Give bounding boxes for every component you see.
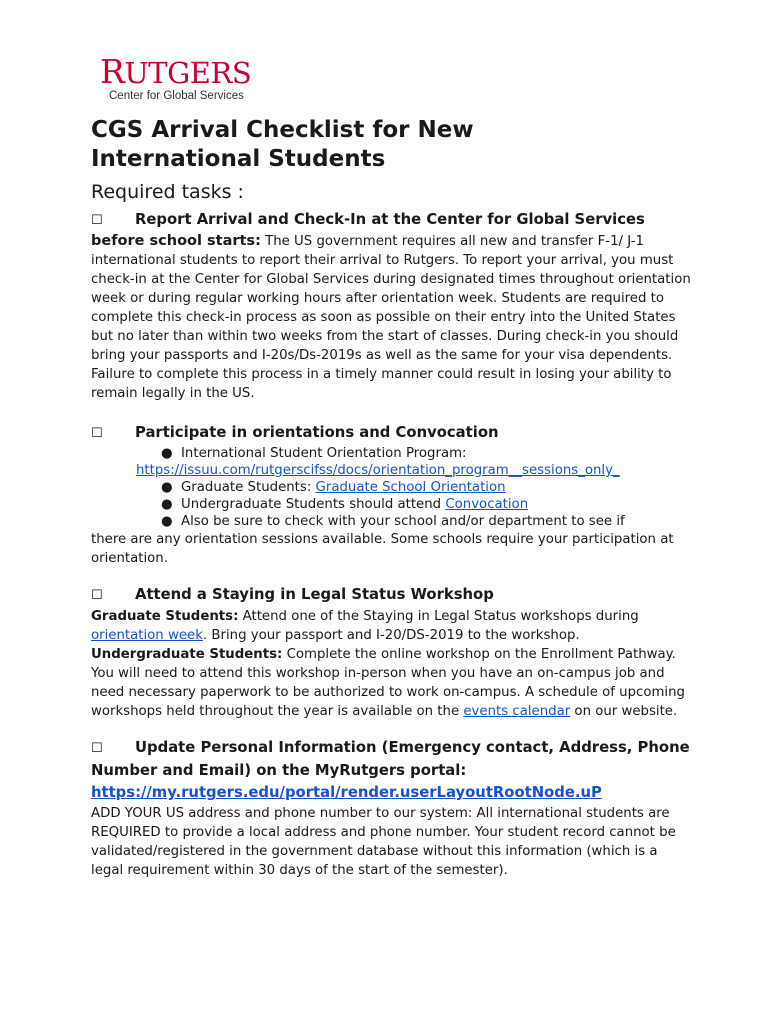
section-report-arrival-body: before school starts: The US government requires all new and transfer F-1/ J-1 international students to report their arrival to Rutgers. To report your arrival, you must check-in at the Center for Global Services during designated times throughout orientation week or during regular working hours after orientation week. Students are required to complete this check-in process as soon as possible on their entry into the United States but no later than within two weeks from the start of classes. During check-in you should bring your passports and I-20s/Ds-2019s as well as the same for your visa dependents. Failure to complete this process in a timely manner could result in losing your ability to remain legally in the US.	[91, 233, 691, 401]
bullet-icon: ●	[161, 497, 173, 512]
graduate-students-text: Graduate Students: Attend one of the Staying in Legal Status workshops during orientation week. Bring your passport and I-20/DS-2019 to the workshop.	[91, 609, 639, 643]
myrutgers-portal-link[interactable]: https://my.rutgers.edu/portal/render.userLayoutRootNode.uP	[91, 784, 602, 801]
list-item-continuation	[91, 462, 691, 479]
section-legal-status-title: ☐ Attend a Staying in Legal Status Workshop	[91, 584, 691, 607]
section-orientation-title: ☐ Participate in orientations and Convocation	[91, 422, 691, 445]
logo-subtitle: Center for Global Services	[109, 90, 244, 102]
page-title: CGS Arrival Checklist for New International Students	[91, 117, 474, 172]
orientation-program-link[interactable]: https://issuu.com/rutgerscifss/docs/orientation_program__sessions_only_	[136, 463, 620, 478]
main-content	[91, 116, 691, 880]
checkbox-icon[interactable]: ☐	[91, 426, 103, 441]
list-item: ● Undergraduate Students should attend Convocation	[161, 497, 529, 512]
logo-wordmark: RUTGERS	[100, 52, 252, 91]
list-item-continuation: there are any orientation sessions available. Some schools require your participation at orientation.	[91, 532, 674, 566]
section-personal-info-title: ☐ Update Personal Information (Emergency contact, Address, Phone Number and Email) on the MyRutgers portal:	[91, 739, 690, 779]
section-report-arrival-title: ☐ Report Arrival and Check-In at the Center for Global Services	[91, 209, 691, 232]
events-calendar-link[interactable]: events calendar	[463, 704, 571, 719]
checkbox-icon[interactable]: ☐	[91, 588, 103, 603]
section-personal-info-body: ADD YOUR US address and phone number to our system: All international students are REQUIRED to provide a local address and phone number. Your student record cannot be validated/registered in the government database without this information (which is a legal requirement within 30 days of the start of the semester).	[91, 806, 676, 878]
bullet-icon: ●	[161, 514, 173, 529]
bullet-icon: ●	[161, 446, 173, 461]
myrutgers-link-row	[91, 782, 691, 804]
list-item: ● International Student Orientation Program:	[161, 446, 467, 461]
required-heading: Required tasks :	[91, 181, 244, 203]
convocation-link[interactable]: Convocation	[445, 497, 529, 512]
graduate-orientation-link[interactable]: Graduate School Orientation	[315, 480, 506, 495]
list-item: ● Graduate Students: Graduate School Orientation	[161, 480, 506, 495]
orientation-week-link[interactable]: orientation week	[91, 628, 203, 643]
rutgers-logo	[100, 52, 252, 102]
checkbox-icon[interactable]: ☐	[91, 213, 103, 228]
bullet-icon: ●	[161, 480, 173, 495]
undergraduate-students-text: Undergraduate Students: Complete the online workshop on the Enrollment Pathway. You will need to attend this workshop in-person when you have an on-campus job and need necessary paperwork to be authorized to work on-campus. A schedule of upcoming workshops held throughout the year is available on the events calendar on our website.	[91, 647, 685, 719]
list-item: ● Also be sure to check with your school and/or department to see if	[161, 514, 625, 529]
checkbox-icon[interactable]: ☐	[91, 741, 103, 756]
